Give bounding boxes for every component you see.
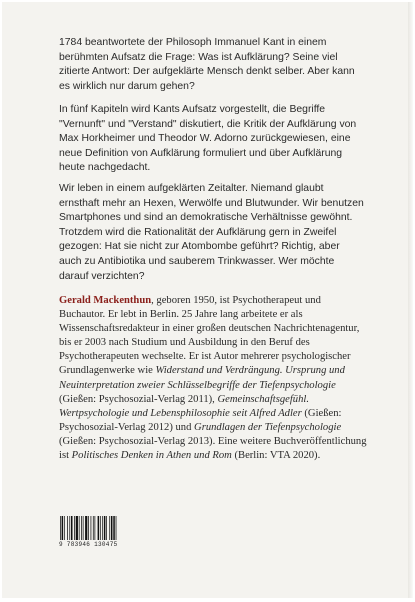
bio-text-2: (Gießen: Psychosozial-Verlag 2011), xyxy=(59,393,218,405)
back-cover xyxy=(2,2,413,598)
isbn-number: 9 783946 130475 xyxy=(59,541,118,548)
book-title-widerstand: Widerstand und Verdrängung. Ursprung und Neuinterpretation zweier Schlüsselbegriffe der Tiefenpsychologie xyxy=(59,365,345,391)
barcode-icon xyxy=(59,516,125,540)
book-title-politisches-denken: Politisches Denken in Athen und Rom xyxy=(71,450,232,462)
intro-paragraph xyxy=(59,36,364,94)
bio-text-5: (Berlin: VTA 2020). xyxy=(231,450,321,462)
bio-text-4: (Gießen: Psychosozial-Verlag 2013). Eine weitere Buchveröffentlichung ist xyxy=(59,435,367,462)
author-bio xyxy=(59,294,369,463)
book-title-grundlagen: Grundlagen der Tiefenpsychologie xyxy=(194,421,342,433)
bio-text-1: , geboren 1950, ist Psychotherapeut und Buchautor. Er lebt in Berlin. 25 Jahre lang arbeitete er als Wissenschaftsredakteur in einer großen deutschen Nachrichtenagentur, bis er 2003 nach Studium und Ausbildung in den Beruf des Psychotherapeuten wechselte. Er ist Autor mehrerer psychologischer Grundlagenwerke wie xyxy=(59,295,360,377)
paragraph-chapters: In fünf Kapiteln wird Kants Aufsatz vorgestellt, die Begriffe "Vernunft" und "Verstand" diskutiert, die Kritik der Aufklärung von Max Horkheimer und Theodor W. Adorno zurückgewiesen, eine neue Definition von Aufklärung formuliert und über Aufklärung heute nachgedacht. xyxy=(59,104,357,174)
bio-text-3: (Gießen: Psychosozial-Verlag 2012) und xyxy=(59,407,342,433)
age-paragraph xyxy=(59,182,364,284)
author-name: Gerald Mackenthun xyxy=(59,295,152,306)
paragraph-enlightened-age: Wir leben in einem aufgeklärten Zeitalter. Niemand glaubt ernsthaft mehr an Hexen, Werwölfe und Blutwunder. Wir benutzen Smartphones und sind an demokratische Verhältnisse gewöhnt. Trotzdem wird die Rationalität der Aufklärung gern in Zweifel gezogen: Hat sie nicht zur Atombombe geführt? Richtig, aber auch zu Antibiotika und sauberem Trinkwasser. Wer möchte darauf verzichten? xyxy=(59,183,364,282)
paragraph-kant-question: 1784 beantwortete der Philosoph Immanuel Kant in einem berühmten Aufsatz die Frage: Was ist Aufklärung? Seine viel zitierte Antwort: Der aufgeklärte Mensch denkt selber. Aber kann es wirklich nur darum gehen? xyxy=(59,37,355,92)
book-title-gemeinschaftsgefuehl: Gemeinschaftsgefühl. Wertpsychologie und Lebensphilosophie seit Alfred Adler xyxy=(59,393,309,419)
chapters-paragraph xyxy=(59,103,364,176)
